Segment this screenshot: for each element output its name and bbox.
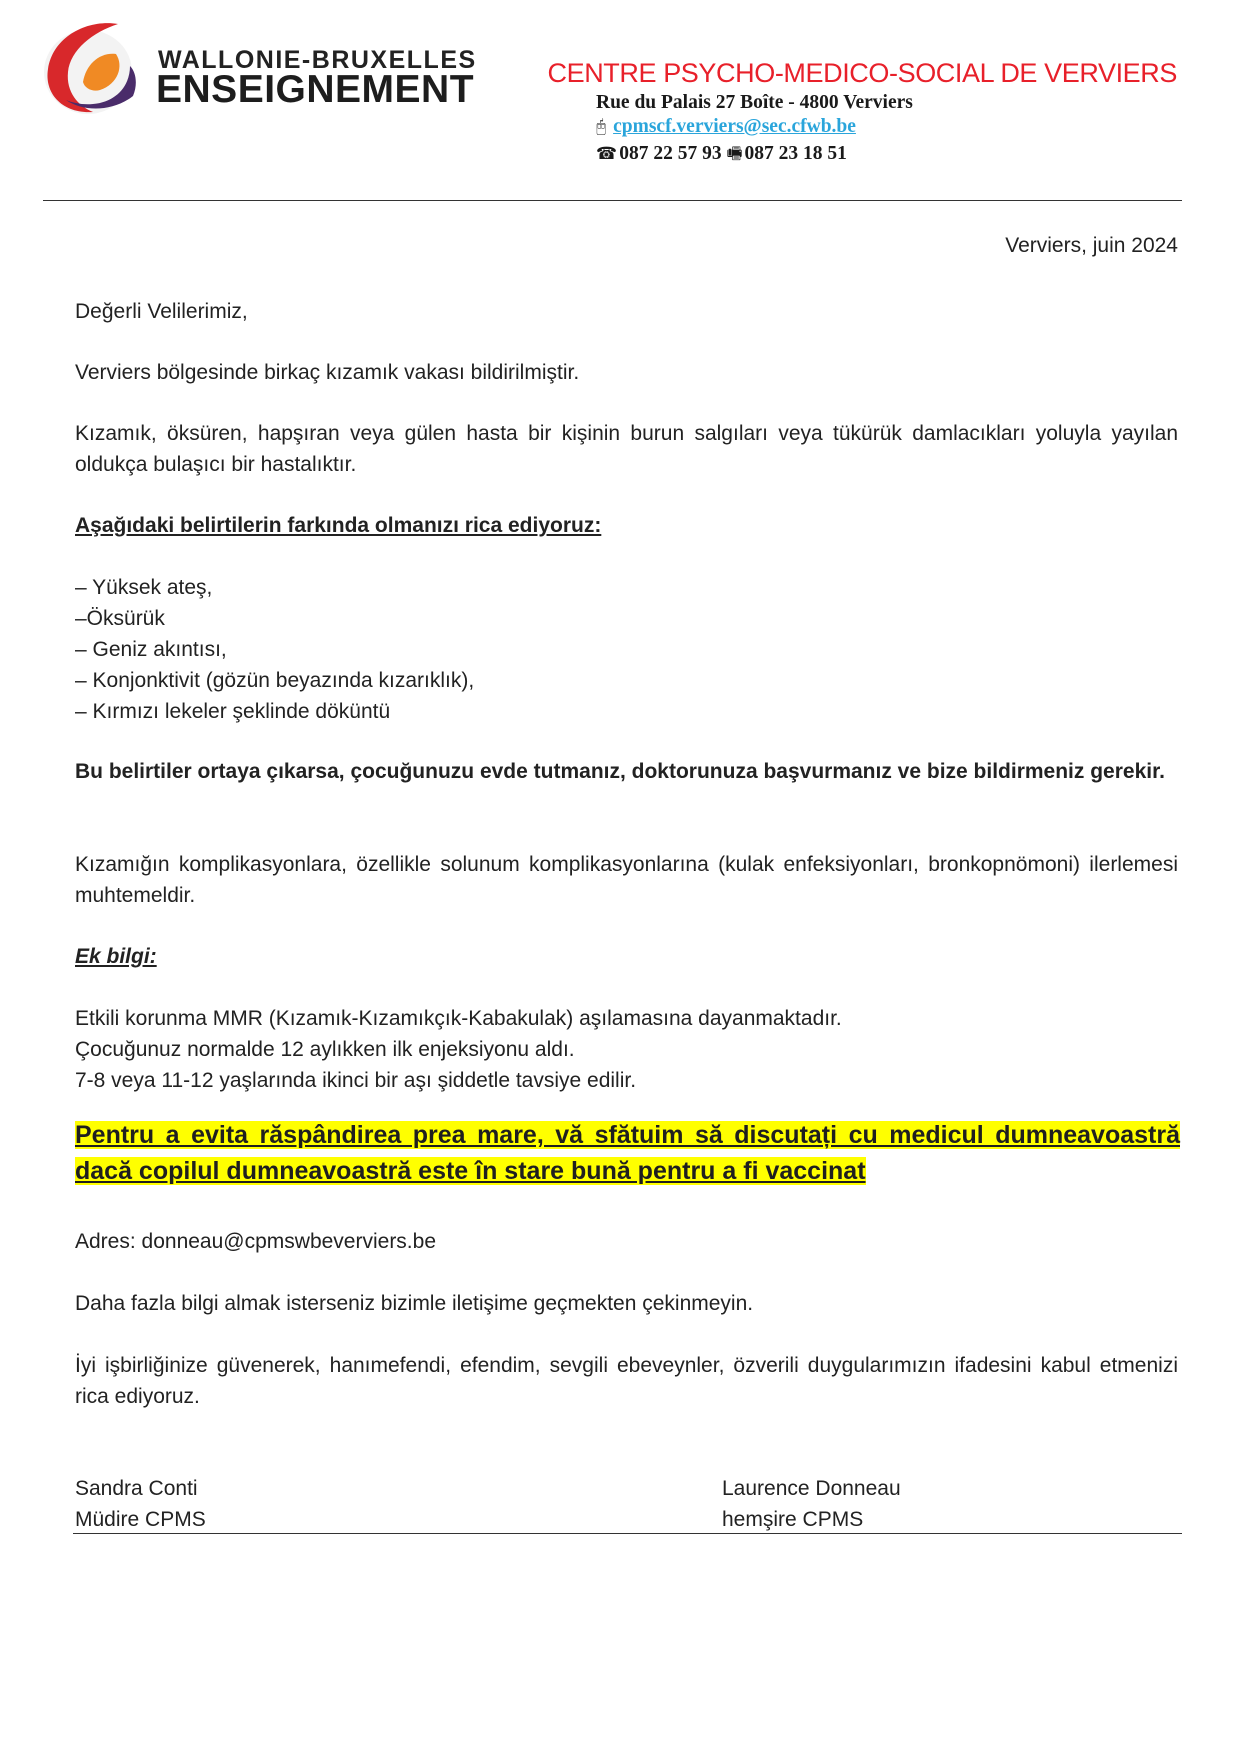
highlighted-text: Pentru a evita răspândirea prea mare, vă sfătuim să discutați cu medicul dumneavoastră dacă copilul dumneavoastră este în stare bună pentru a fi vaccinat [75,1121,1180,1185]
header-divider [43,200,1182,201]
extra-info-list [75,1003,1178,1096]
email-line [596,116,856,138]
signer-name: Sandra Conti [75,1477,198,1500]
center-address: Rue du Palais 27 Boîte - 4800 Verviers [596,92,913,113]
paragraph-cases: Verviers bölgesinde birkaç kızamık vakası bildirilmiştir. [75,361,580,384]
phone-line [596,141,847,170]
fax-number: 087 23 18 51 [744,143,847,164]
phone-number: 087 22 57 93 [619,143,722,164]
footer-divider [73,1533,1182,1534]
wallonie-bruxelles-logo [38,14,150,118]
signer-name: Laurence Donneau [722,1477,901,1500]
email-link[interactable]: cpmscf.verviers@sec.cfwb.be [613,116,856,137]
signer-title: hemşire CPMS [722,1508,864,1531]
brand-line-2: ENSEIGNEMENT [156,68,475,111]
list-item: – Konjonktivit (gözün beyazında kızarıklık), [75,669,475,692]
list-item: – Yüksek ateş, [75,576,213,599]
symptom-list [75,572,1178,727]
highlighted-notice [75,1117,1180,1189]
list-item: – Kırmızı lekeler şeklinde döküntü [75,700,391,723]
list-item: Etkili korunma MMR (Kızamık-Kızamıkçık-Kabakulak) aşılamasına dayanmaktadır. [75,1007,842,1030]
paragraph-disease: Kızamık, öksüren, hapşıran veya gülen hasta bir kişinin burun salgıları veya tükürük damlacıkları yoluyla yayılan oldukça bulaşıcı bir hastalıktır. [75,422,1178,476]
signature-right [722,1473,901,1535]
letter-date: Verviers, juin 2024 [1005,234,1178,257]
closing-paragraph: İyi işbirliğinize güvenerek, hanımefendi, efendim, sevgili ebeveynler, özverili duygularımızın ifadesini kabul etmenizi rica ediyoruz. [75,1354,1178,1408]
brand-line-1: WALLONIE-BRUXELLES [158,46,477,74]
signer-title: Müdire CPMS [75,1508,206,1531]
greeting: Değerli Velilerimiz, [75,300,248,323]
paragraph-complications: Kızamığın komplikasyonlara, özellikle solunum komplikasyonlarına (kulak enfeksiyonları, bronkopnömoni) ilerlemesi muhtemeldir. [75,853,1178,907]
signature-left [75,1473,206,1535]
list-item: Çocuğunuz normalde 12 aylıkken ilk enjeksiyonu aldı. [75,1038,575,1061]
address-line: Adres: donneau@cpmswbeverviers.be [75,1230,436,1253]
telephone-icon: ☎ [596,144,618,164]
list-item: –Öksürük [75,607,165,630]
list-item: – Geniz akıntısı, [75,638,227,661]
extra-info-heading: Ek bilgi: [75,945,157,968]
symptoms-heading: Aşağıdaki belirtilerin farkında olmanızı rica ediyoruz: [75,514,602,537]
fax-icon: 🖷 [726,144,743,164]
contact-line: Daha fazla bilgi almak isterseniz bizimle iletişime geçmekten çekinmeyin. [75,1292,754,1315]
bold-advice: Bu belirtiler ortaya çıkarsa, çocuğunuzu evde tutmanız, doktorunuza başvurmanız ve bize bildirmeniz gerekir. [75,760,1165,783]
mouse-icon: 🖰 [596,117,607,137]
center-name: CENTRE PSYCHO-MEDICO-SOCIAL DE VERVIERS [547,58,1177,88]
list-item: 7-8 veya 11-12 yaşlarında ikinci bir aşı şiddetle tavsiye edilir. [75,1069,637,1092]
